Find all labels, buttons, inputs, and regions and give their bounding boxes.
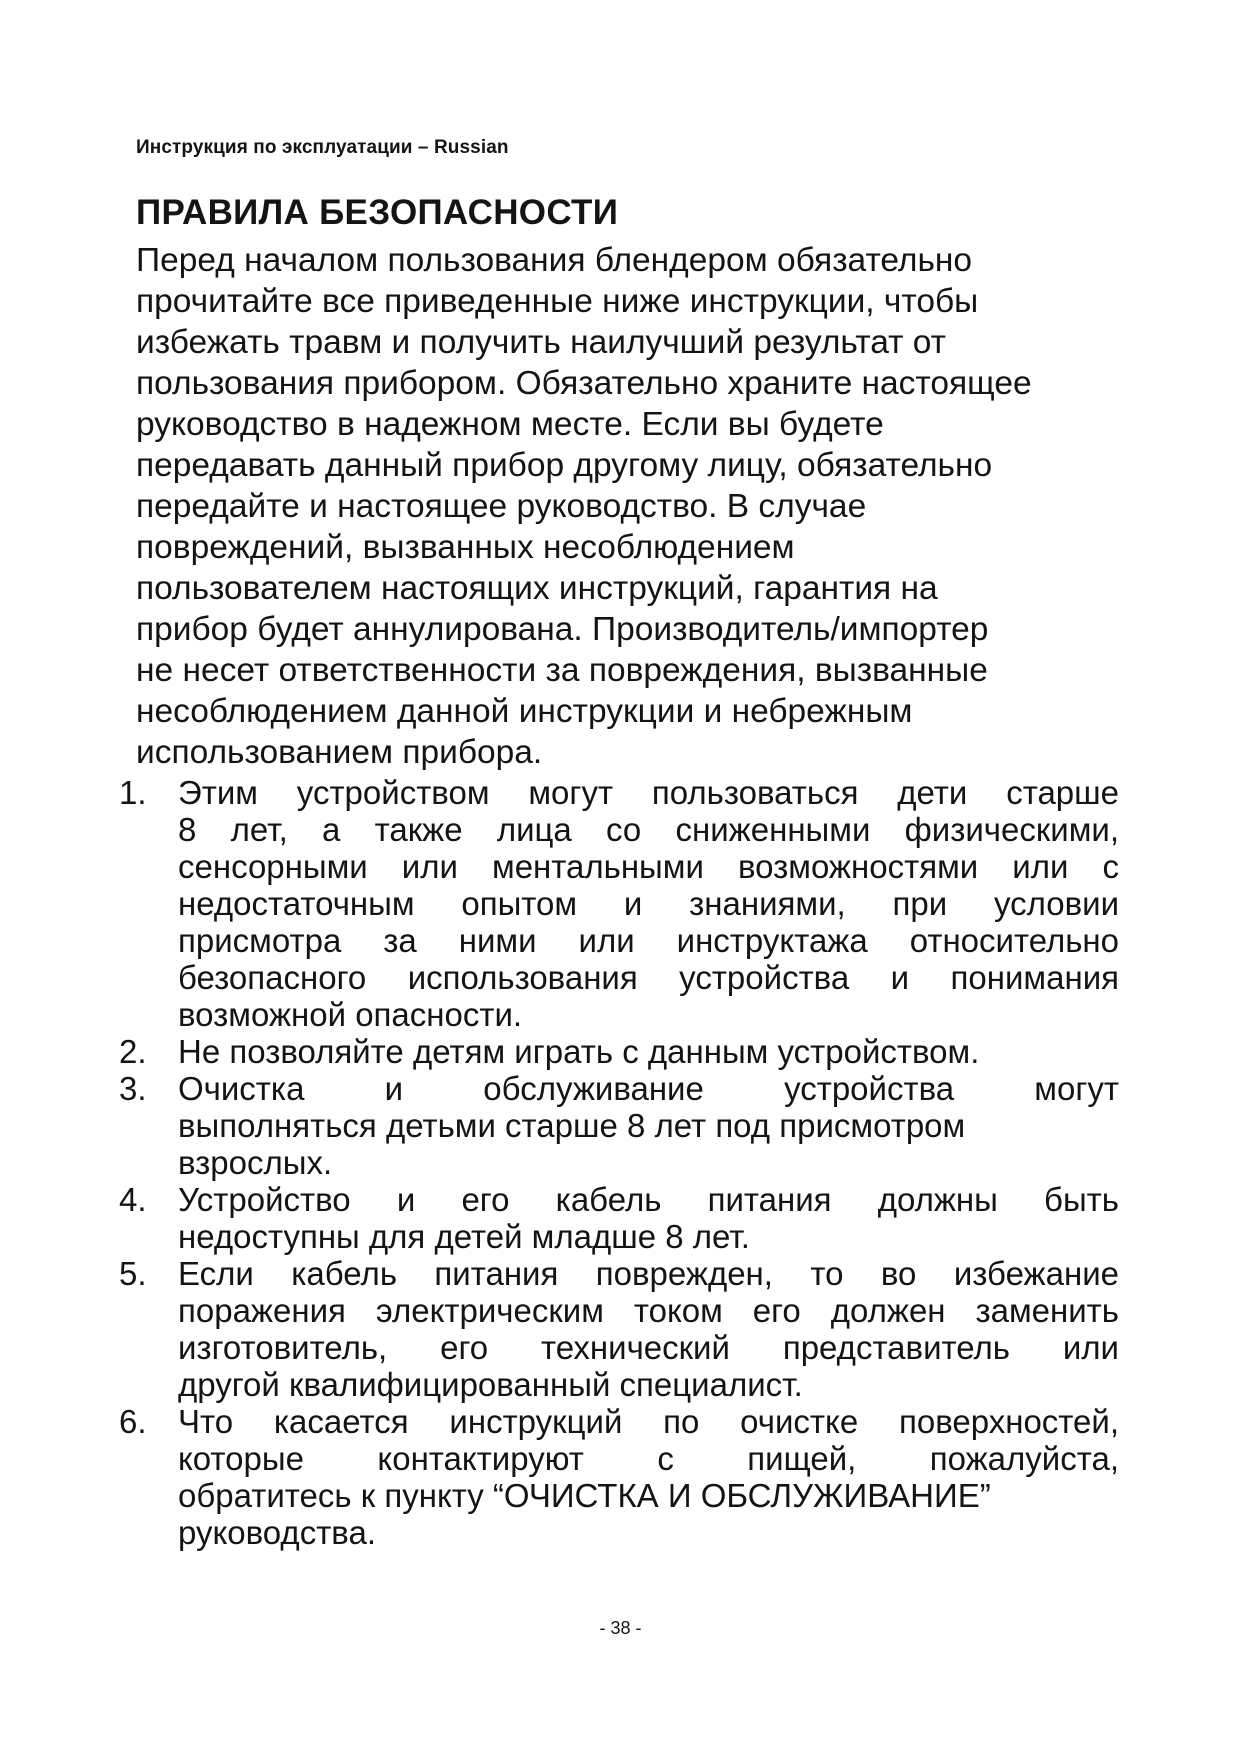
- rule-line: изготовитель, его технический представитель или: [178, 1329, 1119, 1366]
- rule-line: Устройство и его кабель питания должны быть: [178, 1181, 1119, 1218]
- rule-line: руководства.: [178, 1514, 376, 1551]
- intro-line: прочитайте все приведенные ниже инструкции, чтобы: [136, 283, 979, 320]
- rule-line: недостаточным опытом и знаниями, при условии: [178, 885, 1119, 922]
- rule-line: выполняться детьми старше 8 лет под присмотром: [178, 1107, 966, 1144]
- rule-number: 2.: [119, 1033, 147, 1070]
- section-title: ПРАВИЛА БЕЗОПАСНОСТИ: [136, 193, 619, 232]
- rule-item-5: [119, 1255, 1119, 1403]
- intro-line: прибор будет аннулирована. Производитель/импортер: [136, 611, 989, 648]
- rule-line: которые контактируют с пищей, пожалуйста,: [178, 1440, 1119, 1477]
- rule-line: другой квалифицированный специалист.: [178, 1366, 803, 1403]
- rule-number: 5.: [119, 1255, 147, 1292]
- rule-line: безопасного использования устройства и понимания: [178, 959, 1119, 996]
- rule-line: Этим устройством могут пользоваться дети старше: [178, 774, 1119, 811]
- rule-line: взрослых.: [178, 1144, 333, 1181]
- rule-item-2: [119, 1033, 1119, 1070]
- rule-line: 8 лет, а также лица со сниженными физическими,: [178, 811, 1119, 848]
- rule-item-6: [119, 1403, 1119, 1551]
- rule-number: 6.: [119, 1403, 147, 1440]
- intro-line: передайте и настоящее руководство. В случае: [136, 488, 867, 525]
- rule-line: сенсорными или ментальными возможностями или с: [178, 848, 1119, 885]
- rule-number: 1.: [119, 774, 147, 811]
- page-header: Инструкция по эксплуатации – Russian: [136, 137, 509, 158]
- rule-item-3: [119, 1070, 1119, 1181]
- rule-line: Что касается инструкций по очистке поверхностей,: [178, 1403, 1119, 1440]
- rule-line: обратитесь к пункту “ОЧИСТКА И ОБСЛУЖИВАНИЕ”: [178, 1477, 991, 1514]
- intro-line: пользователем настоящих инструкций, гарантия на: [136, 570, 938, 607]
- safety-rules-list: [119, 774, 1119, 1551]
- intro-line: несоблюдением данной инструкции и небрежным: [136, 693, 913, 730]
- page-number: - 38 -: [599, 1618, 642, 1638]
- intro-paragraph: [136, 240, 1116, 773]
- rule-line: возможной опасности.: [178, 996, 523, 1033]
- rule-line: недоступны для детей младше 8 лет.: [178, 1218, 750, 1255]
- rule-line: поражения электрическим током его должен заменить: [178, 1292, 1119, 1329]
- intro-line: использованием прибора.: [136, 734, 543, 771]
- intro-line: не несет ответственности за повреждения, вызванные: [136, 652, 988, 689]
- rule-item-4: [119, 1181, 1119, 1255]
- intro-line: пользования прибором. Обязательно храните настоящее: [136, 365, 1032, 402]
- intro-line: повреждений, вызванных несоблюдением: [136, 529, 795, 566]
- rule-line: присмотра за ними или инструктажа относительно: [178, 922, 1119, 959]
- rule-number: 4.: [119, 1181, 147, 1218]
- intro-line: передавать данный прибор другому лицу, обязательно: [136, 447, 993, 484]
- rule-line: Не позволяйте детям играть с данным устройством.: [178, 1033, 980, 1070]
- rule-line: Очистка и обслуживание устройства могут: [178, 1070, 1119, 1107]
- rule-item-1: [119, 774, 1119, 1033]
- rule-line: Если кабель питания поврежден, то во избежание: [178, 1255, 1119, 1292]
- intro-line: избежать травм и получить наилучший результат от: [136, 324, 947, 361]
- intro-line: руководство в надежном месте. Если вы будете: [136, 406, 884, 443]
- rule-number: 3.: [119, 1070, 147, 1107]
- intro-line: Перед началом пользования блендером обязательно: [136, 242, 973, 279]
